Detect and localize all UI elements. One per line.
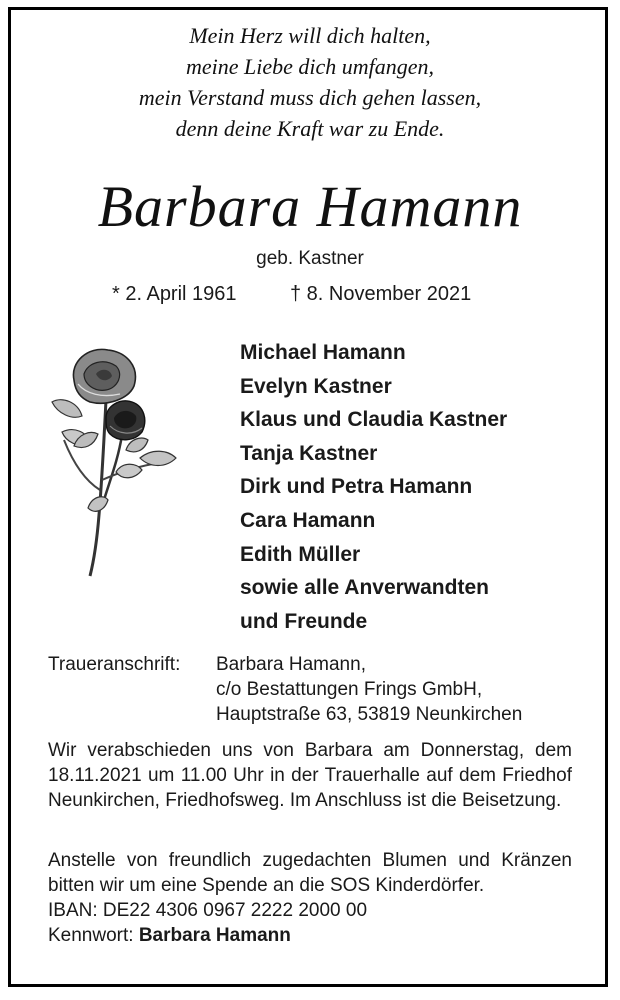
poem-line: meine Liebe dich umfangen,: [185, 54, 435, 79]
family-member: Evelyn Kastner: [240, 374, 392, 398]
family-member: Tanja Kastner: [240, 441, 378, 465]
family-member: sowie alle Anverwandten: [240, 576, 489, 600]
keyword-value: Barbara Hamann: [138, 925, 291, 946]
poem-line: mein Verstand muss dich gehen lassen,: [138, 85, 482, 110]
address-line: Hauptstraße 63, 53819 Neunkirchen: [216, 704, 523, 725]
deceased-name: Barbara Hamann: [97, 174, 523, 239]
family-member: Klaus und Claudia Kastner: [240, 408, 508, 432]
death-date: † 8. November 2021: [290, 283, 472, 305]
farewell-text: Wir verabschieden uns von Barbara am Donnerstag, dem 18.11.2021 um 11.00 Uhr in der Trauerhalle auf dem Friedhof Neunkirchen, Friedhofsweg. Im Anschluss ist die Beisetzung.: [48, 740, 572, 811]
poem: [0, 20, 620, 144]
iban: IBAN: DE22 4306 0967 2222 2000 00: [48, 900, 368, 921]
family-member: und Freunde: [240, 609, 368, 633]
poem-line: denn deine Kraft war zu Ende.: [175, 116, 445, 141]
address-label: Traueranschrift:: [48, 654, 181, 675]
family-member: Cara Hamann: [240, 508, 376, 532]
address-line: c/o Bestattungen Frings GmbH,: [216, 679, 483, 700]
keyword-label: Kennwort:: [48, 925, 139, 946]
donation-text: Anstelle von freundlich zugedachten Blumen und Kränzen bitten wir um eine Spende an die SOS Kinderdörfer.: [48, 850, 572, 896]
address-line: Barbara Hamann,: [216, 654, 366, 675]
family-member: Dirk und Petra Hamann: [240, 475, 473, 499]
family-list: [240, 336, 507, 638]
poem-line: Mein Herz will dich halten,: [189, 23, 431, 48]
keyword-line: [48, 923, 572, 948]
birth-name: geb. Kastner: [256, 248, 364, 269]
rose-icon: [44, 340, 184, 580]
donation-block: [48, 848, 572, 948]
birth-date: * 2. April 1961: [112, 283, 237, 305]
family-member: Edith Müller: [240, 542, 361, 566]
address-block: [216, 652, 522, 727]
family-member: Michael Hamann: [240, 341, 406, 364]
